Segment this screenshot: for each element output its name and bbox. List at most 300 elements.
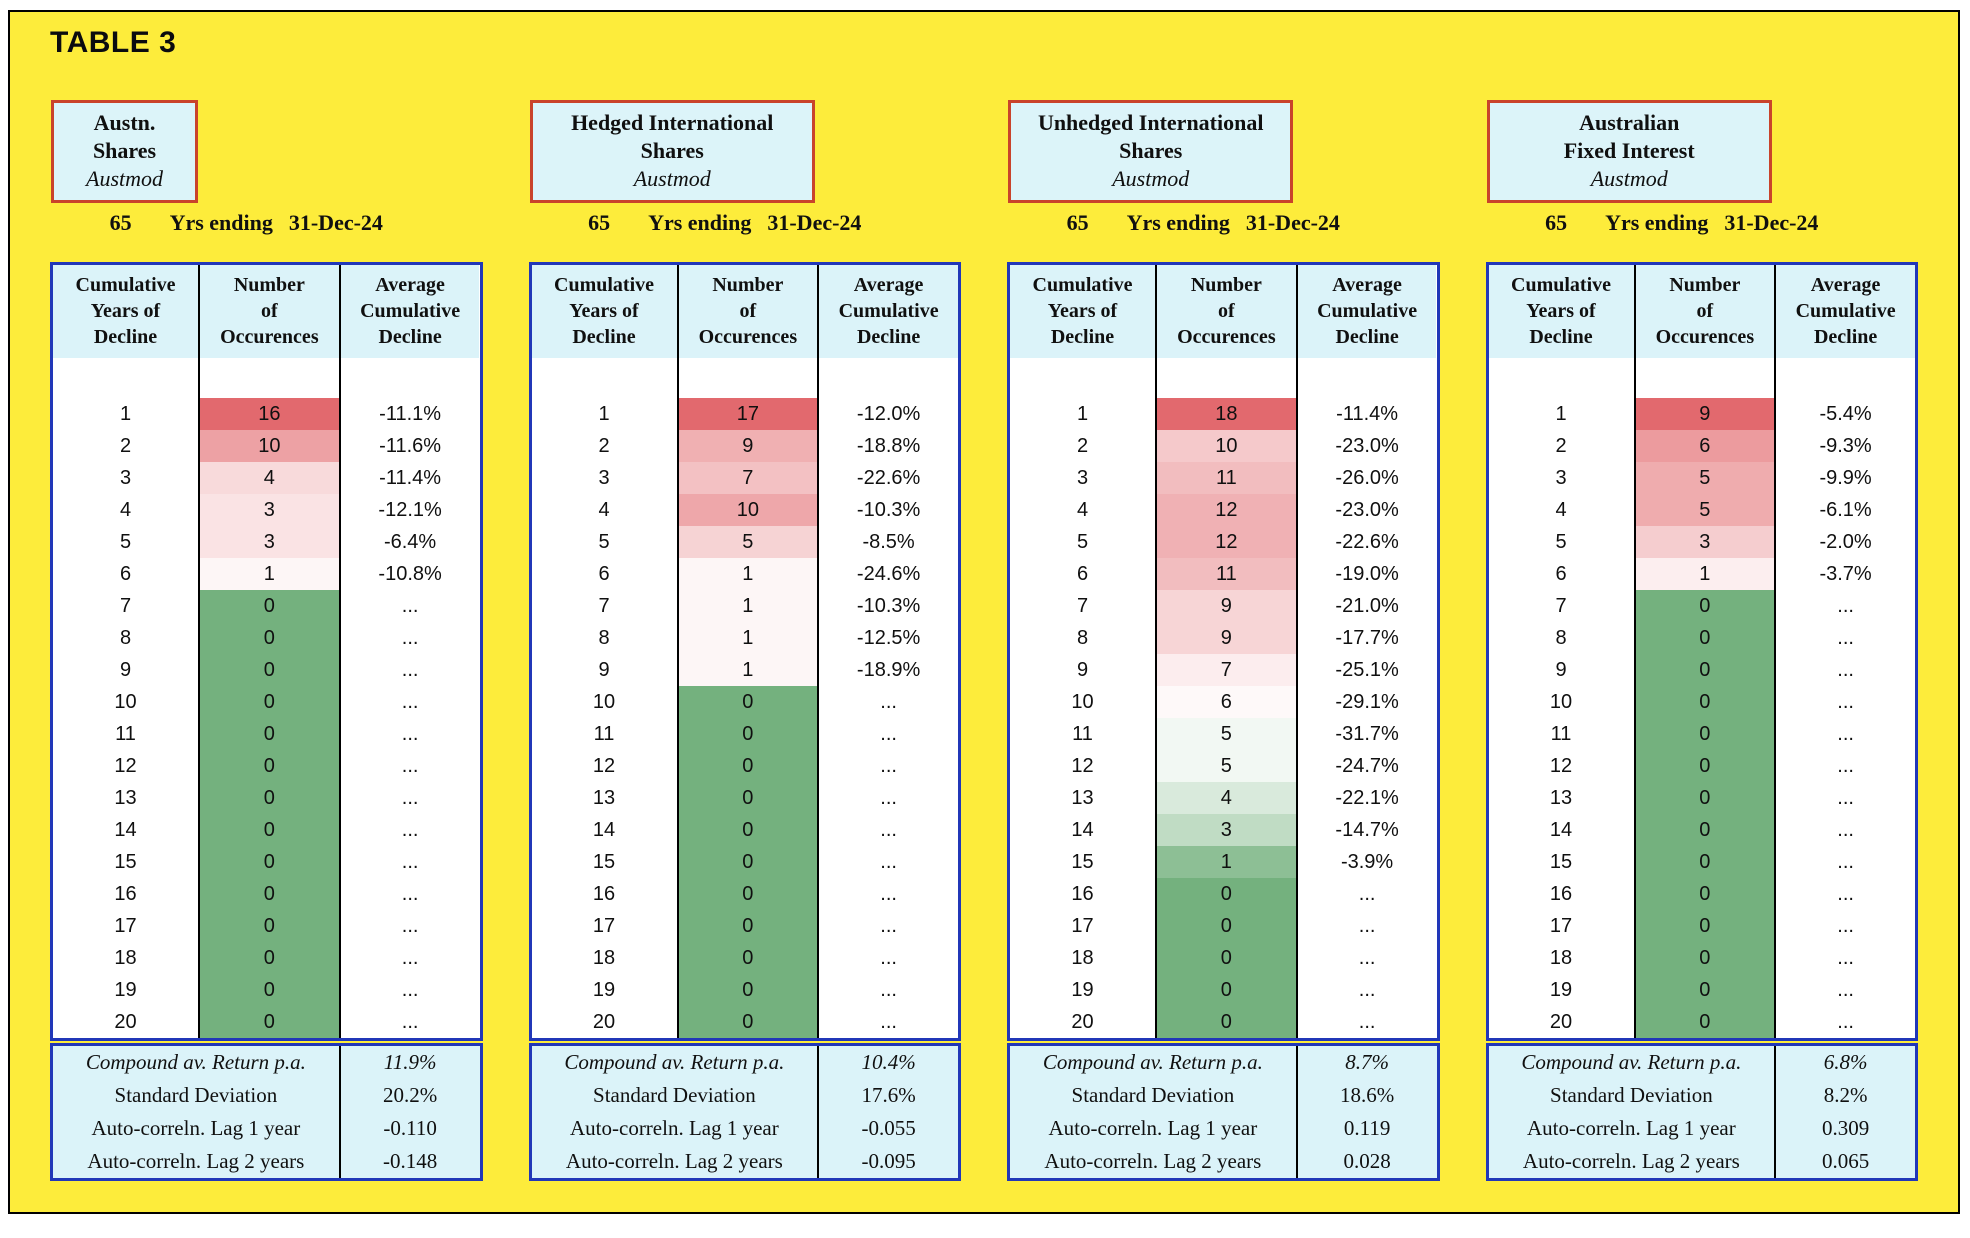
occurrences-cell: 10 xyxy=(677,494,818,526)
stats-value: 0.119 xyxy=(1296,1112,1437,1145)
years-of-decline-cell: 5 xyxy=(1555,531,1567,553)
occurrences-cell: 5 xyxy=(677,526,818,558)
average-decline-cell: ... xyxy=(1296,878,1437,910)
average-decline-cell: -2.0% xyxy=(1774,526,1915,558)
stats-value: -0.148 xyxy=(339,1145,480,1178)
occurrences-cell: 1 xyxy=(1155,846,1296,878)
years-of-decline-cell: 1 xyxy=(598,403,610,425)
occurrences-cell: 0 xyxy=(1634,590,1775,622)
average-decline-cell: ... xyxy=(339,686,480,718)
average-decline-cell: ... xyxy=(1296,1006,1437,1038)
asset-name-line: Shares xyxy=(640,138,704,163)
table-row xyxy=(53,590,480,622)
average-decline-cell: ... xyxy=(817,718,958,750)
occurrences-cell: 0 xyxy=(198,654,339,686)
column-header-line: Average xyxy=(853,274,924,296)
table-row xyxy=(532,398,959,430)
gap-cell xyxy=(339,358,480,398)
stats-value: 18.6% xyxy=(1296,1079,1437,1112)
table-row xyxy=(53,398,480,430)
panels-row xyxy=(10,100,1958,1181)
column-header xyxy=(1296,265,1437,358)
stats-label: Compound av. Return p.a. xyxy=(1042,1050,1263,1074)
occurrences-cell: 0 xyxy=(198,1006,339,1038)
gap-cell xyxy=(1296,358,1437,398)
period-line xyxy=(1007,210,1400,236)
stats-row xyxy=(532,1112,959,1145)
asset-model-label: Austmod xyxy=(1590,166,1668,191)
gap-cell xyxy=(1634,358,1775,398)
stats-row xyxy=(1010,1145,1437,1178)
occurrences-cell: 0 xyxy=(198,782,339,814)
average-decline-cell: ... xyxy=(339,814,480,846)
asset-header-box xyxy=(1487,100,1772,203)
occurrences-cell: 0 xyxy=(1634,1006,1775,1038)
page-title: TABLE 3 xyxy=(50,26,177,59)
average-decline-cell: ... xyxy=(817,846,958,878)
years-of-decline-cell: 15 xyxy=(114,851,137,873)
average-decline-cell: -29.1% xyxy=(1296,686,1437,718)
asset-model-label: Austmod xyxy=(86,166,164,191)
average-decline-cell: -26.0% xyxy=(1296,462,1437,494)
years-of-decline-cell: 4 xyxy=(119,499,132,521)
stats-row xyxy=(532,1145,959,1178)
average-decline-cell: ... xyxy=(1774,750,1915,782)
years-of-decline-cell: 6 xyxy=(1076,563,1089,585)
table-row xyxy=(532,814,959,846)
average-decline-cell: ... xyxy=(1774,782,1915,814)
years-of-decline-cell: 8 xyxy=(119,627,132,649)
table-row xyxy=(53,430,480,462)
table-row xyxy=(532,782,959,814)
occurrences-cell: 6 xyxy=(1634,430,1775,462)
period-label: Yrs ending xyxy=(648,210,752,235)
table-gap-row xyxy=(1010,358,1437,398)
years-of-decline-cell: 12 xyxy=(114,755,137,777)
years-of-decline-cell: 12 xyxy=(1549,755,1573,777)
occurrences-cell: 0 xyxy=(677,910,818,942)
stats-row xyxy=(1010,1046,1437,1079)
occurrences-cell: 0 xyxy=(677,814,818,846)
asset-panel xyxy=(50,100,483,1181)
stats-value: -0.110 xyxy=(339,1112,480,1145)
occurrences-cell: 1 xyxy=(677,622,818,654)
occurrences-cell: 0 xyxy=(198,622,339,654)
table-header-row xyxy=(53,265,480,358)
years-of-decline-cell: 13 xyxy=(114,787,137,809)
years-of-decline-cell: 5 xyxy=(598,531,610,553)
column-header-line: Number xyxy=(712,274,784,296)
occurrences-cell: 0 xyxy=(198,686,339,718)
column-header-line: Decline xyxy=(1813,326,1878,348)
years-of-decline-cell: 6 xyxy=(1555,563,1567,585)
occurrences-cell: 10 xyxy=(198,430,339,462)
table-row xyxy=(1010,558,1437,590)
average-decline-cell: -24.7% xyxy=(1296,750,1437,782)
years-of-decline-cell: 6 xyxy=(119,563,132,585)
average-decline-cell: ... xyxy=(1774,1006,1915,1038)
years-of-decline-cell: 10 xyxy=(592,691,616,713)
occurrences-cell: 12 xyxy=(1155,494,1296,526)
table-row xyxy=(53,846,480,878)
occurrences-cell: 0 xyxy=(677,878,818,910)
column-header-line: Decline xyxy=(378,326,442,348)
average-decline-cell: ... xyxy=(339,750,480,782)
years-of-decline-cell: 7 xyxy=(1555,595,1567,617)
occurrences-cell: 1 xyxy=(1634,558,1775,590)
average-decline-cell: -22.1% xyxy=(1296,782,1437,814)
stats-label: Compound av. Return p.a. xyxy=(1521,1050,1742,1074)
asset-name-line: Australian xyxy=(1579,110,1680,135)
table-row xyxy=(532,1006,959,1038)
table-row xyxy=(53,686,480,718)
average-decline-cell: ... xyxy=(1296,910,1437,942)
average-decline-cell: ... xyxy=(1774,974,1915,1006)
table-row xyxy=(532,494,959,526)
table-header-row xyxy=(532,265,959,358)
stats-row xyxy=(1010,1079,1437,1112)
years-of-decline-cell: 11 xyxy=(115,723,136,745)
asset-name-line: Unhedged International xyxy=(1037,110,1264,135)
stats-row xyxy=(1489,1046,1916,1079)
table-row xyxy=(1010,782,1437,814)
column-header xyxy=(1634,265,1775,358)
table-row xyxy=(53,750,480,782)
table-row xyxy=(532,430,959,462)
occurrences-cell: 5 xyxy=(1634,494,1775,526)
period-years: 65 xyxy=(588,210,611,235)
average-decline-cell: -21.0% xyxy=(1296,590,1437,622)
years-of-decline-cell: 1 xyxy=(1555,403,1567,425)
column-header xyxy=(53,265,198,358)
occurrences-cell: 3 xyxy=(198,526,339,558)
column-header-line: Cumulative xyxy=(1317,300,1418,322)
average-decline-cell: ... xyxy=(339,622,480,654)
years-of-decline-cell: 1 xyxy=(1076,403,1089,425)
table-gap-row xyxy=(53,358,480,398)
years-of-decline-cell: 2 xyxy=(119,435,132,457)
average-decline-cell: -12.0% xyxy=(817,398,958,430)
average-decline-cell: ... xyxy=(817,782,958,814)
occurrences-cell: 0 xyxy=(1634,878,1775,910)
stats-value: 8.2% xyxy=(1774,1079,1915,1112)
column-header-line: of xyxy=(1696,300,1714,322)
table-row xyxy=(1010,846,1437,878)
occurrences-cell: 9 xyxy=(1155,622,1296,654)
years-of-decline-cell: 4 xyxy=(598,499,610,521)
years-of-decline-cell: 2 xyxy=(1555,435,1567,457)
years-of-decline-cell: 5 xyxy=(1076,531,1089,553)
asset-name xyxy=(1015,109,1286,165)
column-header-line: Number xyxy=(233,274,305,296)
stats-row xyxy=(53,1112,480,1145)
years-of-decline-cell: 9 xyxy=(598,659,610,681)
occurrences-cell: 9 xyxy=(1634,398,1775,430)
stats-row xyxy=(53,1145,480,1178)
stats-row xyxy=(1489,1112,1916,1145)
average-decline-cell: -9.9% xyxy=(1774,462,1915,494)
average-decline-cell: -11.6% xyxy=(339,430,480,462)
gap-cell xyxy=(1774,358,1915,398)
years-of-decline-cell: 18 xyxy=(114,947,137,969)
asset-name-line: Shares xyxy=(92,138,157,163)
table-row xyxy=(1489,878,1916,910)
table-row xyxy=(532,558,959,590)
average-decline-cell: ... xyxy=(1774,846,1915,878)
average-decline-cell: -11.4% xyxy=(1296,398,1437,430)
years-of-decline-cell: 5 xyxy=(119,531,132,553)
table-row xyxy=(53,782,480,814)
asset-header-box xyxy=(1008,100,1293,203)
occurrences-cell: 0 xyxy=(198,718,339,750)
years-of-decline-cell: 3 xyxy=(119,467,132,489)
table-row xyxy=(532,686,959,718)
stats-label: Auto-correln. Lag 2 years xyxy=(565,1149,783,1173)
column-header-line: Number xyxy=(1669,274,1741,296)
gap-cell xyxy=(817,358,958,398)
occurrences-cell: 0 xyxy=(1634,686,1775,718)
table-row xyxy=(1489,686,1916,718)
average-decline-cell: ... xyxy=(339,910,480,942)
average-decline-cell: -6.4% xyxy=(339,526,480,558)
years-of-decline-cell: 14 xyxy=(592,819,616,841)
average-decline-cell: -14.7% xyxy=(1296,814,1437,846)
years-of-decline-cell: 16 xyxy=(1549,883,1573,905)
years-of-decline-cell: 13 xyxy=(1549,787,1573,809)
occurrences-cell: 0 xyxy=(677,1006,818,1038)
average-decline-cell: -22.6% xyxy=(817,462,958,494)
average-decline-cell: ... xyxy=(817,910,958,942)
period-line xyxy=(1486,210,1879,236)
stats-label: Compound av. Return p.a. xyxy=(85,1050,306,1074)
occurrences-cell: 0 xyxy=(1634,814,1775,846)
table-row xyxy=(1010,686,1437,718)
average-decline-cell: ... xyxy=(817,878,958,910)
table-row xyxy=(53,526,480,558)
column-header-line: Decline xyxy=(856,326,921,348)
years-of-decline-cell: 14 xyxy=(114,819,137,841)
years-of-decline-cell: 8 xyxy=(1555,627,1567,649)
years-of-decline-cell: 19 xyxy=(114,979,137,1001)
stats-value: -0.055 xyxy=(817,1112,958,1145)
years-of-decline-cell: 17 xyxy=(592,915,616,937)
years-of-decline-cell: 14 xyxy=(1549,819,1573,841)
occurrences-cell: 4 xyxy=(1155,782,1296,814)
average-decline-cell: -31.7% xyxy=(1296,718,1437,750)
years-of-decline-cell: 4 xyxy=(1555,499,1567,521)
average-decline-cell: ... xyxy=(1774,622,1915,654)
asset-panel xyxy=(1486,100,1919,1181)
table-row xyxy=(532,846,959,878)
average-decline-cell: ... xyxy=(339,1006,480,1038)
asset-header-box xyxy=(530,100,815,203)
table-row xyxy=(1489,398,1916,430)
stats-label: Auto-correln. Lag 1 year xyxy=(1527,1116,1736,1140)
table-row xyxy=(1010,1006,1437,1038)
occurrences-cell: 0 xyxy=(1155,974,1296,1006)
table-row xyxy=(1489,910,1916,942)
table-row xyxy=(532,462,959,494)
years-of-decline-cell: 19 xyxy=(1071,979,1094,1001)
table-row xyxy=(1010,398,1437,430)
occurrences-cell: 0 xyxy=(198,750,339,782)
occurrences-cell: 0 xyxy=(677,686,818,718)
years-of-decline-cell: 11 xyxy=(1550,723,1572,745)
yellow-board xyxy=(8,10,1960,1214)
stats-label: Standard Deviation xyxy=(1071,1083,1235,1107)
column-header xyxy=(677,265,818,358)
table-row xyxy=(1489,782,1916,814)
years-of-decline-cell: 7 xyxy=(1076,595,1089,617)
stats-value: -0.095 xyxy=(817,1145,958,1178)
table-row xyxy=(1489,494,1916,526)
occurrences-cell: 0 xyxy=(198,942,339,974)
period-end-date: 31-Dec-24 xyxy=(767,210,862,235)
average-decline-cell: -10.3% xyxy=(817,590,958,622)
asset-name-line: Fixed Interest xyxy=(1563,138,1695,163)
years-of-decline-cell: 15 xyxy=(592,851,616,873)
years-of-decline-cell: 9 xyxy=(1076,659,1089,681)
period-end-date: 31-Dec-24 xyxy=(1724,210,1819,235)
average-decline-cell: -22.6% xyxy=(1296,526,1437,558)
average-decline-cell: ... xyxy=(1774,686,1915,718)
stats-value: 17.6% xyxy=(817,1079,958,1112)
occurrences-cell: 3 xyxy=(1155,814,1296,846)
years-of-decline-cell: 7 xyxy=(598,595,610,617)
average-decline-cell: ... xyxy=(339,654,480,686)
years-of-decline-cell: 16 xyxy=(1071,883,1094,905)
period-years: 65 xyxy=(109,210,132,235)
occurrences-cell: 0 xyxy=(1155,1006,1296,1038)
table-body xyxy=(1010,398,1437,1038)
table-row xyxy=(1489,430,1916,462)
table-row xyxy=(53,622,480,654)
stats-value: 0.028 xyxy=(1296,1145,1437,1178)
stats-label: Auto-correln. Lag 1 year xyxy=(570,1116,779,1140)
period-years: 65 xyxy=(1066,210,1089,235)
average-decline-cell: ... xyxy=(339,878,480,910)
stats-row xyxy=(532,1079,959,1112)
table-row xyxy=(1489,654,1916,686)
table-row xyxy=(1489,526,1916,558)
years-of-decline-cell: 2 xyxy=(1076,435,1089,457)
decline-table xyxy=(1486,262,1919,1041)
occurrences-cell: 10 xyxy=(1155,430,1296,462)
years-of-decline-cell: 15 xyxy=(1071,851,1094,873)
table-row xyxy=(1489,462,1916,494)
average-decline-cell: ... xyxy=(339,846,480,878)
stats-table xyxy=(1486,1043,1919,1181)
table-row xyxy=(1489,942,1916,974)
average-decline-cell: -25.1% xyxy=(1296,654,1437,686)
stats-value: 11.9% xyxy=(339,1046,480,1079)
occurrences-cell: 0 xyxy=(677,750,818,782)
average-decline-cell: -3.7% xyxy=(1774,558,1915,590)
period-end-date: 31-Dec-24 xyxy=(288,210,383,235)
occurrences-cell: 18 xyxy=(1155,398,1296,430)
years-of-decline-cell: 18 xyxy=(1549,947,1573,969)
years-of-decline-cell: 17 xyxy=(1071,915,1094,937)
column-header-line: Decline xyxy=(1529,326,1593,348)
years-of-decline-cell: 10 xyxy=(114,691,137,713)
occurrences-cell: 0 xyxy=(677,718,818,750)
stats-label: Auto-correln. Lag 2 years xyxy=(1522,1149,1740,1173)
years-of-decline-cell: 4 xyxy=(1076,499,1089,521)
table-row xyxy=(53,942,480,974)
occurrences-cell: 0 xyxy=(1155,878,1296,910)
stats-value: 20.2% xyxy=(339,1079,480,1112)
stats-row xyxy=(532,1046,959,1079)
years-of-decline-cell: 13 xyxy=(1071,787,1094,809)
average-decline-cell: -11.1% xyxy=(339,398,480,430)
asset-model-label: Austmod xyxy=(1112,166,1190,191)
table-row xyxy=(532,974,959,1006)
gap-cell xyxy=(198,358,339,398)
occurrences-cell: 11 xyxy=(1155,558,1296,590)
table-row xyxy=(1010,526,1437,558)
column-header-line: of xyxy=(739,300,757,322)
occurrences-cell: 1 xyxy=(677,590,818,622)
stats-row xyxy=(1489,1079,1916,1112)
occurrences-cell: 7 xyxy=(677,462,818,494)
table-row xyxy=(532,526,959,558)
occurrences-cell: 9 xyxy=(1155,590,1296,622)
table-body xyxy=(532,398,959,1038)
column-header-line: Average xyxy=(1810,274,1881,296)
table-row xyxy=(1489,718,1916,750)
occurrences-cell: 0 xyxy=(1634,846,1775,878)
occurrences-cell: 1 xyxy=(677,558,818,590)
table-row xyxy=(1489,558,1916,590)
stats-value: 0.065 xyxy=(1774,1145,1915,1178)
table-row xyxy=(53,558,480,590)
table-row xyxy=(1010,974,1437,1006)
gap-cell xyxy=(53,358,198,398)
table-row xyxy=(532,622,959,654)
stats-row xyxy=(53,1046,480,1079)
average-decline-cell: ... xyxy=(339,718,480,750)
average-decline-cell: -24.6% xyxy=(817,558,958,590)
stats-label: Auto-correln. Lag 2 years xyxy=(1044,1149,1262,1173)
average-decline-cell: ... xyxy=(1774,654,1915,686)
column-header-line: Occurences xyxy=(1655,326,1755,348)
gap-cell xyxy=(1010,358,1155,398)
table-row xyxy=(1010,430,1437,462)
occurrences-cell: 17 xyxy=(677,398,818,430)
occurrences-cell: 3 xyxy=(198,494,339,526)
occurrences-cell: 0 xyxy=(198,590,339,622)
stats-value: 0.309 xyxy=(1774,1112,1915,1145)
table-row xyxy=(53,910,480,942)
table-row xyxy=(1010,942,1437,974)
period-line xyxy=(50,210,443,236)
average-decline-cell: ... xyxy=(817,974,958,1006)
table-row xyxy=(53,462,480,494)
asset-model-label: Austmod xyxy=(633,166,711,191)
column-header-line: Decline xyxy=(572,326,636,348)
table-row xyxy=(53,654,480,686)
occurrences-cell: 0 xyxy=(198,910,339,942)
stats-table xyxy=(529,1043,962,1181)
average-decline-cell: -17.7% xyxy=(1296,622,1437,654)
period-label: Yrs ending xyxy=(1605,210,1709,235)
years-of-decline-cell: 14 xyxy=(1071,819,1094,841)
occurrences-cell: 0 xyxy=(198,974,339,1006)
column-header xyxy=(198,265,339,358)
period-end-date: 31-Dec-24 xyxy=(1245,210,1340,235)
average-decline-cell: -23.0% xyxy=(1296,430,1437,462)
column-header-line: Years of xyxy=(90,300,161,322)
